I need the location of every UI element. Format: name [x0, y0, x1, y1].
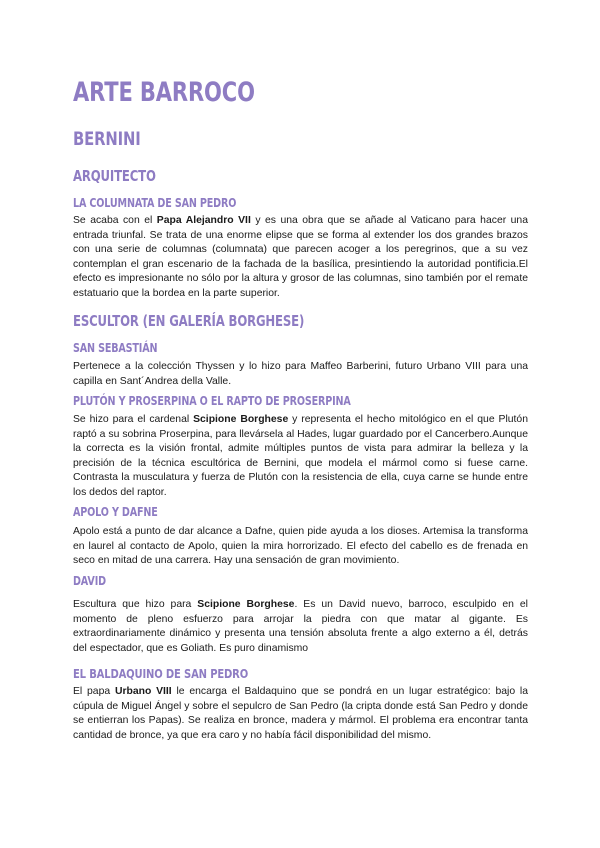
paragraph-apolo: Apolo está a punto de dar alcance a Dafne, quien pide ayuda a los dioses. Artemisa la transforma en laurel al contacto de Apolo, quien la mira horrorizado. El efecto del cabello es de frenada en seco en mitad de una carrera. Hay una sensación de gran movimiento. [73, 526, 528, 567]
subheading-david: DAVID [73, 574, 106, 588]
paragraph-columnata: Se acaba con el Papa Alejandro VII y es una obra que se añade al Vaticano para hacer una entrada triunfal. Se trata de una enorme elipse que se forma al extender los dos grandes brazos con una serie de columnas (columnata) que parecen acoger a los peregrinos, que a su vez contemplan el gran escenario de la fachada de la basílica, presintiendo la autoridad pontificia.El efecto es impresionante no sólo por la altura y grosor de las columnas, sino también por el remate estatuario que la bordea en la parte superior. [73, 215, 528, 299]
paragraph-san-sebastian: Pertenece a la colección Thyssen y lo hizo para Maffeo Barberini, futuro Urbano VIII para una capilla en Sant´Andrea della Valle. [73, 361, 528, 387]
paragraph-david: Escultura que hizo para Scipione Borghese. Es un David nuevo, barroco, esculpido en el momento de pleno esfuerzo para arrojar la piedra con que matar al gigante. Es extraordinariamente dinámico y presenta una tensión absoluta frente a algo externo a él, detrás del espectador, que es Goliath. Es puro dinamismo [73, 599, 528, 654]
section-heading-escultor: ESCULTOR (EN GALERÍA BORGHESE) [73, 312, 305, 330]
author-heading: BERNINI [73, 128, 141, 150]
section-heading-baldaquino: EL BALDAQUINO DE SAN PEDRO [73, 666, 249, 681]
section-heading-arquitecto: ARQUITECTO [73, 167, 156, 185]
subheading-pluton: PLUTÓN Y PROSERPINA O EL RAPTO DE PROSERPINA [73, 394, 351, 408]
document-title: ARTE BARROCO [73, 77, 255, 108]
paragraph-pluton: Se hizo para el cardenal Scipione Borghese y representa el hecho mitológico en el que Plutón raptó a su sobrina Proserpina, para llevársela al Hades, lugar guardado por el Cancerbero.Aunque la correcta es la visión frontal, admite múltiples puntos de vista para admirar la belleza y la precisión de la técnica escultórica de Bernini, que modela el mármol como si fuese carne. Contrasta la musculatura y fuerza de Plutón con la resistencia de ella, cuya carne se hunde entre los dedos del raptor. [73, 414, 528, 498]
subheading-columnata: LA COLUMNATA DE SAN PEDRO [73, 196, 237, 210]
subheading-san-sebastian: SAN SEBASTIÁN [73, 341, 158, 355]
subheading-apolo: APOLO Y DAFNE [73, 505, 158, 519]
paragraph-baldaquino: El papa Urbano VIII le encarga el Baldaquino que se pondrá en un lugar estratégico: bajo la cúpula de Miguel Ángel y sobre el sepulcro de San Pedro (la cripta donde está San Pedro y donde se entierran los Papas). Se realiza en bronce, madera y mármol. El problema era encontrar tanta cantidad de bronce, ya que era caro y no había fácil disponibilidad del mismo. [73, 686, 528, 741]
